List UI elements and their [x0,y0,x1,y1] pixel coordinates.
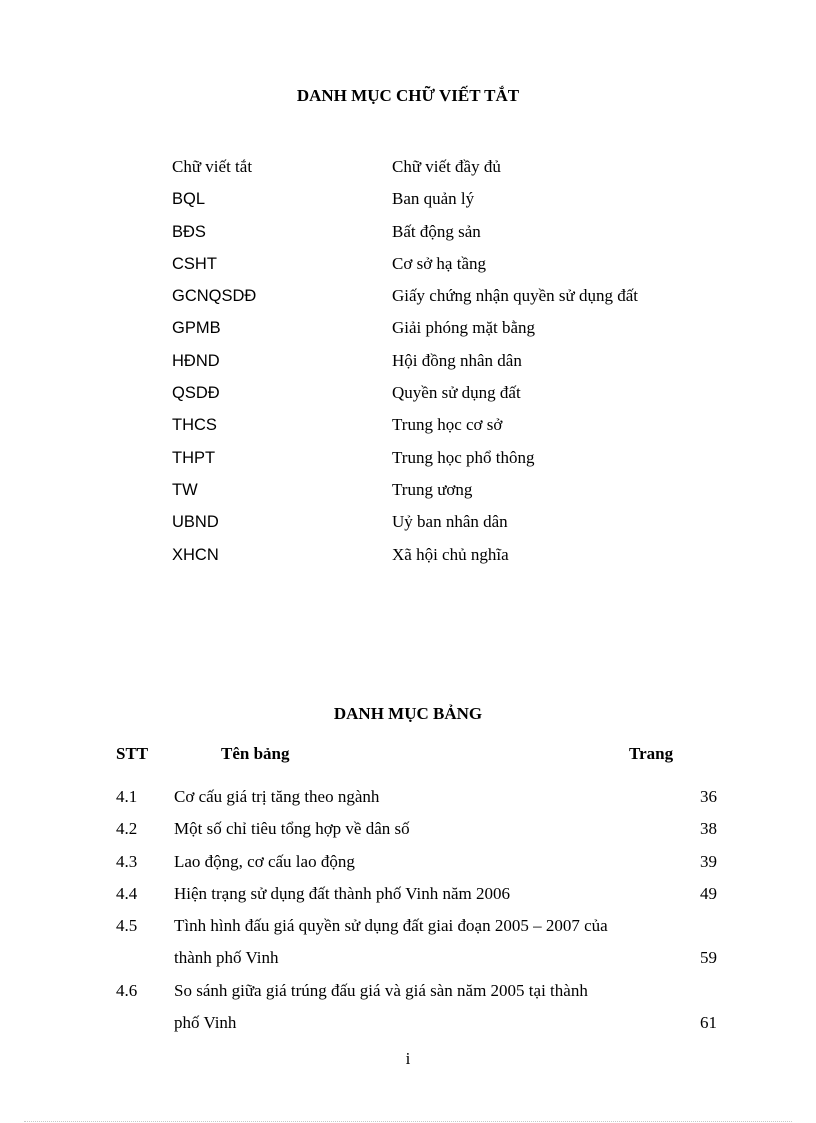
table-number: 4.3 [116,851,138,871]
abbreviation-full: Cơ sở hạ tầng [392,253,486,273]
abbreviation-row [172,479,732,511]
table-page: 49 [700,883,717,903]
table-name: Một số chỉ tiêu tổng hợp về dân số [174,819,410,839]
table-list-line [0,786,816,818]
abbreviation-short: BQL [172,190,206,209]
table-list-line [0,851,816,883]
table-list-row [0,915,816,980]
abbreviation-full: Giải phóng mặt bằng [392,318,536,338]
abbreviation-short: THPT [172,448,216,467]
table-number: 4.6 [116,980,138,1000]
table-list-row [0,883,816,915]
table-page: 61 [700,1013,717,1033]
table-header-no: STT [116,744,149,763]
table-list-row [0,818,816,850]
table-name: Tình hình đấu giá quyền sử dụng đất giai đoạn 2005 – 2007 của [174,916,608,936]
table-page: 38 [700,819,717,839]
table-number: 4.1 [116,787,138,806]
table-header-name: Tên bảng [221,744,290,763]
table-list-line [0,883,816,915]
abbreviation-row [172,350,732,382]
abbreviation-full: Uỷ ban nhân dân [392,512,508,532]
table-name: thành phố Vinh [174,948,279,968]
abbreviation-full: Giấy chứng nhận quyền sử dụng đất [392,286,638,306]
abbreviation-short: UBND [172,513,219,532]
page-bottom-divider [24,1121,792,1122]
table-list-row [0,786,816,818]
tables-list [0,786,816,1044]
abbreviation-short: TW [172,480,198,499]
table-header-page: Trang [629,744,674,763]
abbreviation-full: Xã hội chủ nghĩa [392,544,509,564]
table-page: 59 [700,948,717,968]
abbreviation-short: QSDĐ [172,384,220,403]
abbreviations-header-row [172,156,732,188]
abbreviation-full: Hội đồng nhân dân [392,350,522,370]
abbreviation-short: BĐS [172,222,206,241]
abbreviation-row [172,285,732,317]
table-name: Lao động, cơ cấu lao động [174,851,355,871]
table-page: 36 [700,787,717,806]
abbreviation-short: XHCN [172,545,219,564]
abbreviation-full: Quyền sử dụng đất [392,383,521,403]
table-number: 4.4 [116,883,138,903]
abbreviation-full: Trung học phổ thông [392,447,535,467]
table-list-line [0,947,816,979]
abbreviation-header-full: Chữ viết đầy đủ [392,157,501,176]
abbreviation-full: Ban quản lý [392,189,475,209]
abbreviation-full: Bất động sản [392,221,481,241]
abbreviation-row [172,382,732,414]
table-name: So sánh giữa giá trúng đấu giá và giá sàn năm 2005 tại thành [174,980,588,1000]
abbreviation-short: GPMB [172,319,221,338]
table-list-line [0,818,816,850]
abbreviations-title: DANH MỤC CHỮ VIẾT TẮT [296,86,520,105]
abbreviation-row [172,317,732,349]
abbreviation-row [172,414,732,446]
table-number: 4.5 [116,916,138,936]
abbreviation-row [172,221,732,253]
abbreviation-short: THCS [172,416,217,435]
table-list-row [0,851,816,883]
tables-title: DANH MỤC BẢNG [333,704,483,723]
abbreviation-short: GCNQSDĐ [172,287,257,306]
abbreviation-header-short: Chữ viết tắt [172,157,253,176]
abbreviation-row [172,447,732,479]
table-name: Cơ cấu giá trị tăng theo ngành [174,787,380,806]
abbreviation-row [172,253,732,285]
table-list-row [0,980,816,1045]
abbreviations-list [172,156,732,576]
abbreviation-row [172,544,732,576]
abbreviation-short: CSHT [172,254,217,273]
table-name: phố Vinh [174,1013,237,1033]
table-list-line [0,1012,816,1044]
abbreviation-row [172,188,732,220]
table-number: 4.2 [116,819,138,839]
abbreviation-short: HĐND [172,351,220,370]
table-page: 39 [700,851,717,871]
page-number: i [405,1049,411,1068]
abbreviation-full: Trung ương [392,479,473,499]
table-list-line [0,915,816,947]
abbreviation-row [172,511,732,543]
table-list-line [0,980,816,1012]
abbreviation-full: Trung học cơ sở [392,415,503,435]
table-name: Hiện trạng sử dụng đất thành phố Vinh năm 2006 [174,883,511,903]
